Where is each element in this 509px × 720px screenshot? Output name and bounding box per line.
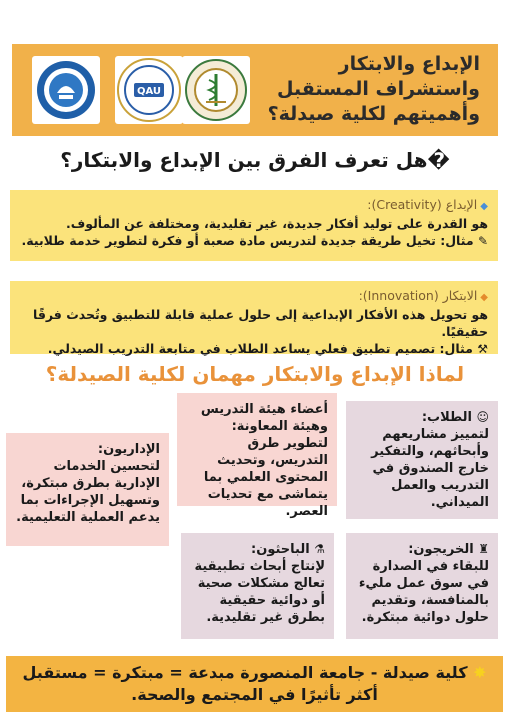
- researchers-text: لإنتاج أبحاث تطبيقية تعالج مشكلات صحية أو دوائية حقيقية بطرق غير تقليدية.: [194, 559, 325, 625]
- researchers-label: الباحثون:: [251, 542, 310, 557]
- students-card: [346, 401, 498, 519]
- footer-line-2: أكثر تأثيرًا في المجتمع والصحة.: [131, 685, 378, 704]
- microscope-icon: ⚗: [314, 542, 325, 556]
- faculty-label: أعضاء هيئة التدريس وهيئة المعاونة:: [200, 402, 328, 434]
- difference-question-title: �هل تعرف الفرق بين الإبداع والابتكار؟: [60, 148, 450, 172]
- quality-assurance-logo: [115, 56, 183, 124]
- pencil-icon: ✎: [477, 234, 488, 248]
- header-title-line: واستشراف المستقبل: [277, 78, 480, 100]
- admin-card: [6, 433, 169, 546]
- researchers-card: [181, 533, 334, 639]
- innovation-definition-box: [10, 281, 498, 354]
- header-title-line: وأهميتهم لكلية صيدلة؟: [267, 103, 480, 125]
- sparkle-icon: ✸: [473, 663, 487, 682]
- grad-cap-icon: ♜: [478, 542, 489, 556]
- graduates-text: للبقاء في الصدارة في سوق عمل مليء بالمنافسة، وتقديم حلول دوائية مبتكرة.: [358, 559, 489, 625]
- header-title: [230, 52, 480, 127]
- qau-seal-icon: [116, 57, 182, 123]
- creativity-definition: هو القدرة على توليد أفكار جديدة، غير تقليدية، ومختلفة عن المألوف.: [65, 216, 488, 231]
- innovation-example: مثال: تصميم تطبيق فعلي يساعد الطلاب في متابعة التدريب الصيدلي.: [47, 341, 473, 356]
- faculty-text: لتطوير طرق التدريس، وتحديث المحتوى العلمي بما يتماشى مع تحديات العصر.: [203, 436, 328, 519]
- logo-qau-text: QAU: [136, 86, 162, 97]
- diamond-bullet-icon: ◆: [480, 292, 488, 303]
- footer-line-1: كلية صيدلة - جامعة المنصورة مبدعة = مبتكرة = مستقبل: [22, 663, 468, 682]
- admin-text: لتحسين الخدمات الإدارية بطرق مبتكرة، وتسهيل الإجراءات بما يدعم العملية التعليمية.: [16, 459, 160, 525]
- footer-banner: [6, 656, 503, 712]
- header-banner: [12, 44, 498, 136]
- university-logo: [32, 56, 100, 124]
- innovation-heading: الابتكار (Innovation):: [358, 288, 478, 303]
- innovation-definition: هو تحويل هذه الأفكار الإبداعية إلى حلول عملية قابلة للتطبيق وتُحدث فرقًا حقيقيًا.: [33, 307, 488, 339]
- graduates-label: الخريجون:: [408, 542, 474, 557]
- graduates-card: [346, 533, 498, 639]
- students-label: الطلاب:: [421, 410, 472, 425]
- creativity-definition-box: [10, 190, 498, 261]
- diamond-bullet-icon: ◆: [480, 201, 488, 212]
- university-seal-icon: [35, 59, 97, 121]
- why-important-title: لماذا الإبداع والابتكار مهمان لكلية الصيدلة؟: [45, 362, 465, 386]
- tools-icon: ⚒: [477, 342, 488, 356]
- students-text: لتمييز مشاريعهم وأبحاثهم، والتفكير خارج الصندوق في التدريب والعمل الميداني.: [371, 427, 489, 510]
- creativity-example: مثال: تخيل طريقة جديدة لتدريس مادة صعبة أو فكرة لتطوير خدمة طلابية.: [21, 233, 474, 248]
- faculty-card: [177, 393, 337, 519]
- graduate-icon: ☺: [476, 410, 489, 424]
- header-title-line: الإبداع والابتكار: [338, 53, 480, 75]
- creativity-heading: الإبداع (Creativity):: [367, 197, 478, 212]
- admin-label: الإداريون:: [97, 442, 160, 457]
